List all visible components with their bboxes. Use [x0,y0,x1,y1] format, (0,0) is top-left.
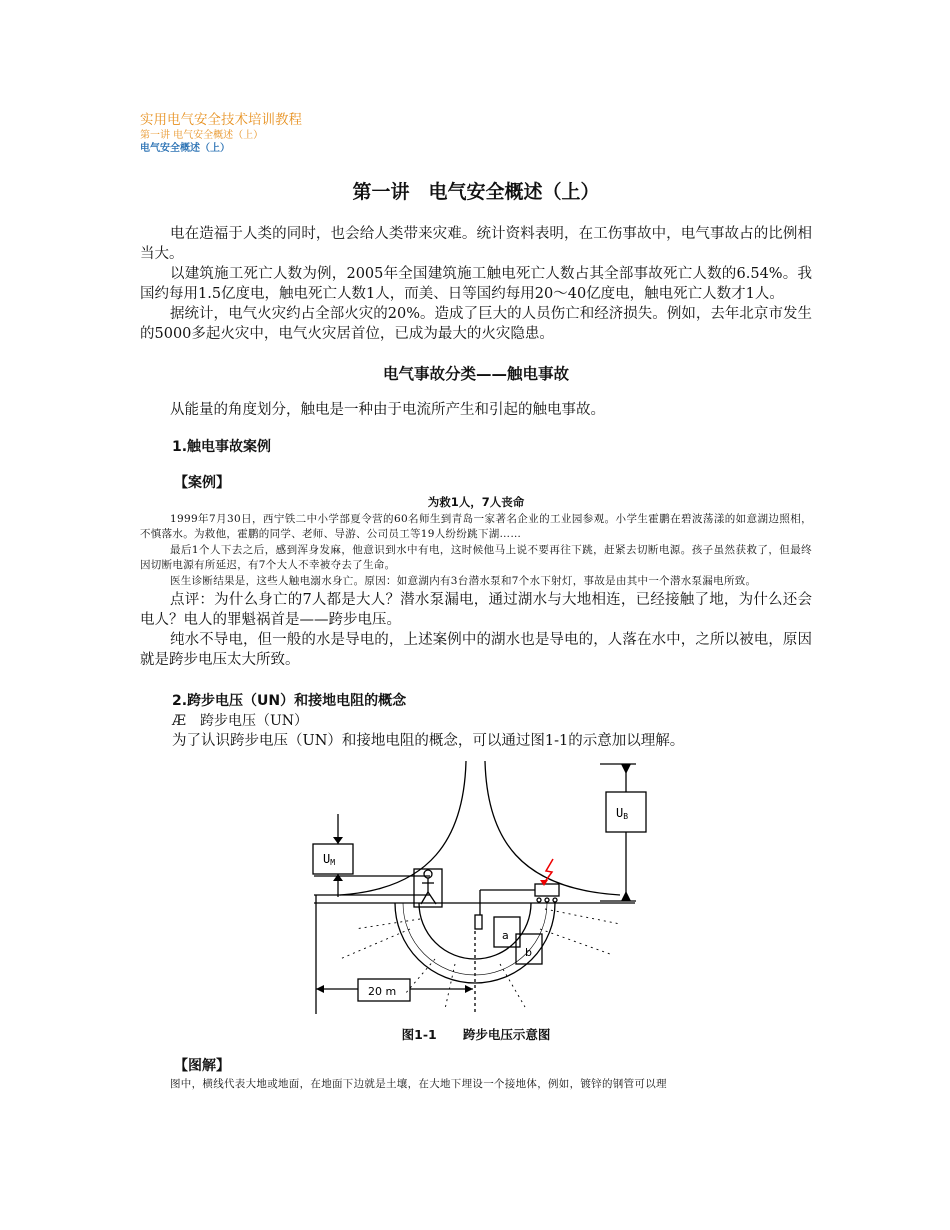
intro-paragraph-1: 电在造福于人类的同时，也会给人类带来灾难。统计资料表明，在工伤事故中，电气事故占的比例相当大。 [140,226,812,262]
point-a-label: a [502,929,509,942]
figure-caption-text: 跨步电压示意图 [462,1027,551,1042]
case-label: 【案例】 [174,475,230,491]
breadcrumb-section[interactable]: 电气安全概述（上） [140,143,230,154]
case-paragraph-1: 1999年7月30日，西宁铁二中小学部夏令营的60名师生到青岛一家著名企业的工业园参观。小学生霍鹏在碧波荡漾的如意湖边照相，不慎落水。为救他，霍鹏的同学、老师、导游、公司员工等19人纷纷跳下湖…… [140,513,812,540]
section-title: 电气事故分类——触电事故 [382,365,569,383]
potential-curve-left [340,761,466,895]
distance-label: 20 m [368,985,397,998]
explain-label: 【图解】 [174,1058,230,1074]
explain-paragraph: 图中，横线代表大地或地面，在地面下边就是土壤，在大地下埋设一个接地体，例如，镀锌的钢管可以理 [170,1078,667,1090]
step-voltage-figure [140,759,812,1021]
subsection-title-1: 1.触电事故案例 [172,439,272,455]
point-b-label: b [525,946,532,959]
potential-curve-right [485,761,620,895]
un-label: UM [323,852,336,867]
document-page [140,112,812,1093]
ground-rod [475,915,482,929]
ub-label: UB [616,806,629,821]
figure-caption [140,1025,812,1043]
section-intro: 从能量的角度划分，触电是一种由于电流所产生和引起的触电事故。 [170,402,605,418]
breadcrumb-chapter[interactable]: 第一讲 电气安全概述（上） [140,130,264,141]
figure-caption-number: 图1-1 [401,1027,437,1042]
comment-paragraph-1: 点评：为什么身亡的7人都是大人？潜水泵漏电，通过湖水与大地相连，已经接触了地，为什么还会电人？电人的罪魁祸首是——跨步电压。 [140,592,812,628]
case-title: 为救1人，7人丧命 [427,495,525,509]
breadcrumb-title[interactable]: 实用电气安全技术培训教程 [140,112,302,128]
page-title: 第一讲 电气安全概述（上） [352,181,600,203]
case-paragraph-3: 医生诊断结果是，这些人触电溺水身亡。原因：如意湖内有3台潜水泵和7个水下射灯，事故是由其中一个潜水泵漏电所致。 [170,575,757,587]
intro-paragraph-3: 据统计，电气火灾约占全部火灾的20%。造成了巨大的人员伤亡和经济损失。例如，去年北京市发生的5000多起火灾中，电气火灾居首位，已成为最大的火灾隐患。 [140,306,812,342]
subsection-title-2: 2.跨步电压（UN）和接地电阻的概念 [172,693,407,709]
figure-intro: 为了认识跨步电压（UN）和接地电阻的概念，可以通过图1-1的示意加以理解。 [172,733,685,749]
step-voltage-diagram [140,759,812,1021]
case-paragraph-2: 最后1个人下去之后，感到浑身发麻，他意识到水中有电，这时候他马上说不要再往下跳，赶紧去切断电源。孩子虽然获救了，但最终因切断电源有所延迟，有7个大人不幸被夺去了生命。 [140,544,812,571]
intro-paragraph-2: 以建筑施工死亡人数为例，2005年全国建筑施工触电死亡人数占其全部事故死亡人数的6.54%。我国约每用1.5亿度电，触电死亡人数1人，而美、日等国约每用20～40亿度电，触电死亡人数才1人。 [140,266,812,302]
comment-paragraph-2: 纯水不导电，但一般的水是导电的，上述案例中的湖水也是导电的，人落在水中，之所以被电，原因就是跨步电压太大所致。 [140,632,812,668]
bullet-step-voltage: Æ 跨步电压（UN） [172,713,309,729]
person-icon [424,870,432,878]
pump-box [535,884,559,896]
